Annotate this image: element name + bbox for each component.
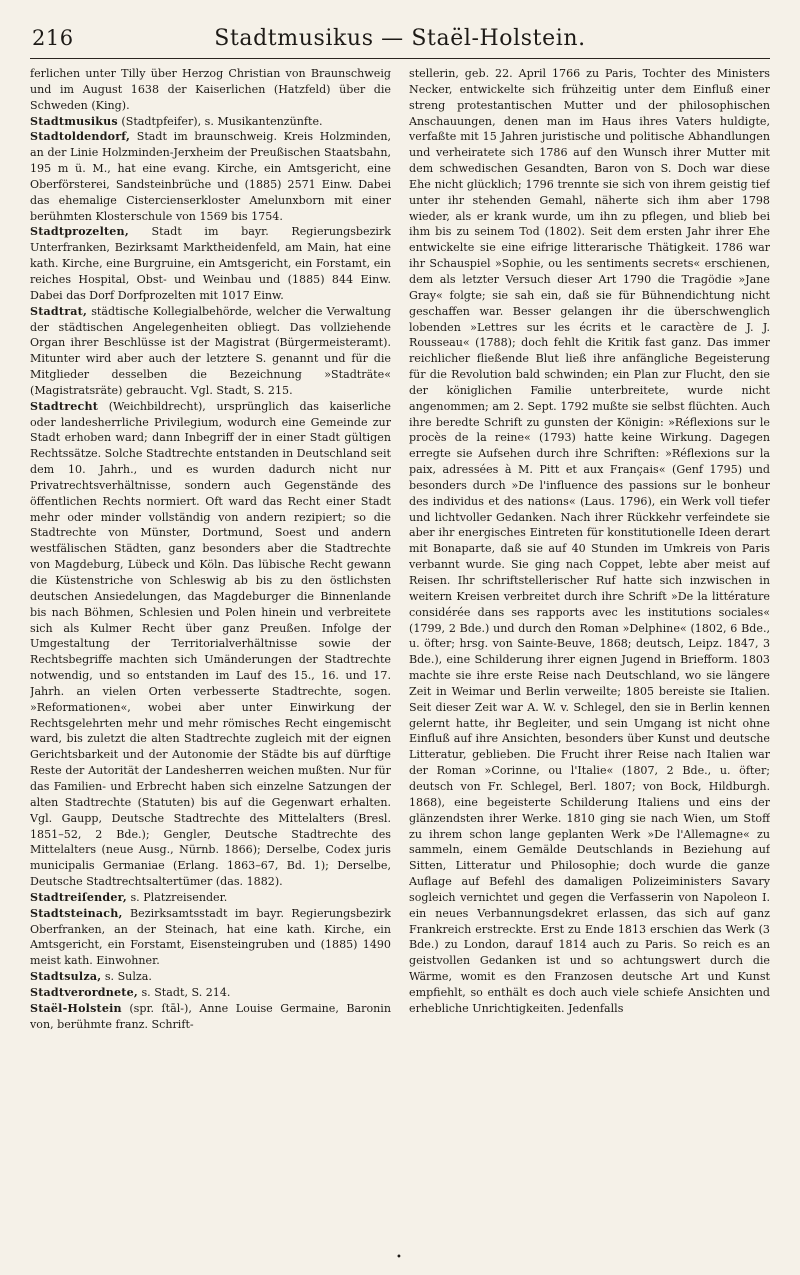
entry-text: (Stadtpfeifer), s. Musikantenzünfte. [117, 114, 323, 128]
entry-headword: Stadtsteinach, [30, 906, 123, 920]
page-dot: • [396, 1252, 402, 1263]
dictionary-entry [30, 304, 391, 399]
entry-text: stellerin, geb. 22. April 1766 zu Paris, Tochter des Ministers Necker, entwickelte sich frühzeitig unter dem Einfluß einer streng protestantischen Mutter und der philosophischen Anschauungen, denen man im Haus ihres Vaters huldigte, verfaßte mit 15 Jahren juristische und politische Abhandlungen und verheiratete sich 1786 auf den Wunsch ihrer Mutter mit dem schwedischen Gesandten, Baron von S. Doch war diese Ehe nicht glücklich; 1796 trennte sie sich von ihrem geistig tief unter ihr stehenden Gemahl, näherte sich ihm aber 1798 wieder, als er krank wurde, um ihn zu pflegen, und blieb bei ihm bis zu seinem Tod (1802). Seit dem ersten Jahr ihrer Ehe entwickelte sie eine eifrige litterarische Thätigkeit. 1786 war ihr Schauspiel »Sophie, ou les sentiments secrets« erschienen, dem als letzter Versuch dieser Art 1790 die Tragödie »Jane Gray« folgte; sie sah ein, daß sie für Bühnendichtung nicht geschaffen war. Besser gelangen ihr die überschwenglich lobenden »Lettres sur les écrits et le caractère de J. J. Rousseau« (1788); doch fehlt die Kritik fast ganz. Das immer reichlicher fließende Blut ließ ihre anfängliche Begeisterung für die Revolution bald schwinden; ein Plan zur Flucht, den sie der königlichen Familie unterbreitete, wurde nicht angenommen; am 2. Sept. 1792 mußte sie selbst flüchten. Auch ihre beredte Schrift zu gunsten der Königin: »Réflexions sur le procès de la reine« (1793) hatte keine Wirkung. Dagegen erregte sie Aufsehen durch ihre Schriften: »Réflexions sur la paix, adressées à M. Pitt et aux Français« (Genf 1795) und besonders durch »De l'influence des passions sur le bonheur des individus et des nations« (Laus. 1796), ein Werk voll tiefer und lichtvoller Gedanken. Nach ihrer Rückkehr verfeindete sie aber ihr energisches Eintreten für konstitutionelle Ideen derart mit Bonaparte, daß sie auf 40 Stunden im Umkreis von Paris verbannt wurde. Sie ging nach Coppet, lebte aber meist auf Reisen. Ihr schriftstellerischer Ruf hatte sich inzwischen in weitern Kreisen verbreitet durch ihre Schrift »De la littérature considérée dans ses rapports avec les institutions sociales« (1799, 2 Bde.) und durch den Roman »Delphine« (1802, 6 Bde., u. öfter; hrsg. von Sainte-Beuve, 1868; deutsch, Leipz. 1847, 3 Bde.), eine Schilderung ihrer eignen Jugend in Briefform. 1803 machte sie ihre erste Reise nach Deutschland, wo sie längere Zeit in Weimar und Berlin verweilte; 1805 bereiste sie Italien. Seit dieser Zeit war A. W. v. Schlegel, den sie in Berlin kennen gelernt hatte, ihr Begleiter, und sein Umgang ist nicht ohne Einfluß auf ihre Ansichten, besonders über Kunst und deutsche Litteratur, geblieben. Die Frucht ihrer Reise nach Italien war der Roman »Corinne, ou l'Italie« (1807, 2 Bde., u. öfter; deutsch von Fr. Schlegel, Berl. 1807; von Bock, Hildburgh. 1868), eine begeisterte Schilderung Italiens und eins der glänzendsten ihrer Werke. 1810 ging sie nach Wien, um Stoff zu ihrem schon lange geplanten Werk »De l'Allemagne« zu sammeln, einem Gemälde Deutschlands in Beziehung auf Sitten, Litteratur und Philosophie; doch wurde die ganze Auflage auf Befehl des damaligen Polizeiministers Savary sogleich vernichtet und gegen die Verfasserin von Napoleon I. ein neues Verbannungsdekret erlassen, das sich auf ganz Frankreich erstreckte. Erst zu Ende 1813 erschien das Werk (3 Bde.) zu London, darauf 1814 auch zu Paris. So reich es an geistvollen Gedanken ist und so achtungswert durch die Wärme, womit es den Franzosen deutsche Art und Kunst empfiehlt, so enthält es doch auch viele schiefe Ansichten und erhebliche Unrichtigkeiten. Jedenfalls [409, 67, 770, 1015]
entry-text: (spr. ſtāl-), Anne Louise Germaine, Baronin von, berühmte franz. Schrift- [30, 1001, 391, 1031]
entry-text: ferlichen unter Tilly über Herzog Christian von Braunschweig und im August 1638 der Kaiserlichen (Hatzfeld) über die Schweden (King). [30, 67, 391, 112]
dictionary-entry [30, 906, 391, 969]
entry-text: Stadt im braunschweig. Kreis Holzminden, an der Linie Holzminden-Jerxheim der Preußischen Staatsbahn, 195 m ü. M., hat eine evang. Kirche, ein Amtsgericht, eine Oberförsterei, Sandsteinbrüche und (1885) 2571 Einw. Dabei das ehemalige Cistercienserkloster Amelunxborn mit einer berühmten Klosterschule von 1569 bis 1754. [30, 130, 391, 223]
entry-text: städtische Kollegialbehörde, welcher die Verwaltung der städtischen Angelegenheiten obliegt. Das vollziehende Organ ihrer Beschlüsse ist der Magistrat (Bürgermeisteramt). Mitunter wird aber auch der letztere S. genannt und für die Mitglieder desselben die Bezeichnung »Stadträte« (Magistratsräte) gebraucht. Vgl. Stadt, S. 215. [30, 304, 391, 397]
dictionary-entry [30, 890, 391, 906]
entry-text: Stadt im bayr. Regierungsbezirk Unterfranken, Bezirksamt Marktheidenfeld, am Main, hat eine kath. Kirche, eine Burgruine, ein Amtsgericht, ein Forstamt, ein reiches Hospital, Obst- und Weinbau und (1885) 844 Einw. Dabei das Dorf Dorfprozelten mit 1017 Einw. [30, 225, 391, 302]
text-columns [30, 66, 770, 1263]
entry-text: s. Sulza. [101, 970, 152, 984]
entry-headword: Stadtrecht [30, 399, 99, 413]
dictionary-entry [30, 985, 391, 1001]
entry-headword: Staël-Holstein [30, 1001, 122, 1015]
page-header [30, 22, 770, 59]
dictionary-entry [30, 399, 391, 890]
left-column [30, 66, 391, 1263]
dictionary-entry [30, 129, 391, 224]
dictionary-entry [409, 66, 770, 1017]
page-number: 216 [32, 26, 74, 50]
entry-text: Bezirksamtsstadt im bayr. Regierungsbezirk Oberfranken, an der Steinach, hat eine kath. Kirche, ein Amtsgericht, ein Forstamt, Eisensteingruben und (1885) 1490 meist kath. Einwohner. [30, 906, 391, 968]
dictionary-entry [30, 1001, 391, 1033]
dictionary-entry [30, 66, 391, 114]
entry-text: s. Platzreisender. [126, 890, 228, 904]
entry-text: s. Stadt, S. 214. [137, 985, 231, 999]
entry-headword: Stadtrat, [30, 304, 88, 318]
entry-headword: Stadtmusikus [30, 114, 118, 128]
dictionary-entry [30, 114, 391, 130]
dictionary-entry [30, 224, 391, 303]
entry-headword: Stadtprozelten, [30, 225, 129, 239]
dictionary-entry [30, 969, 391, 985]
running-head: Stadtmusikus — Staël-Holstein. [214, 26, 586, 51]
right-column [409, 66, 770, 1263]
entry-headword: Stadtoldendorf, [30, 130, 131, 144]
entry-headword: Stadtreiſender, [30, 890, 127, 904]
entry-headword: Stadtsulza, [30, 970, 102, 984]
entry-headword: Stadtverordnete, [30, 985, 138, 999]
entry-text: (Weichbildrecht), ursprünglich das kaiserliche oder landesherrliche Privilegium, wodurch eine Gemeinde zur Stadt erhoben ward; dann Inbegriff der in einer Stadt gültigen Rechtssätze. Solche Stadtrechte entstanden in Deutschland seit dem 10. Jahrh., und es wurden dadurch nicht nur Privatrechtsverhältnisse, sondern auch Gegenstände des öffentlichen Rechts normiert. Oft ward das Recht einer Stadt mehr oder minder vollständig von andern rezipiert; so die Stadtrechte von Münster, Dortmund, Soest und andern westfälischen Städten, ganz besonders aber die Stadtrechte von Magdeburg, Lübeck und Köln. Das lübische Recht gewann die Küstenstriche von Schleswig ab bis zu den östlichsten deutschen Ansiedelungen, das Magdeburger die Binnenlande bis nach Böhmen, Schlesien und Polen hinein und verbreitete sich als Kulmer Recht über ganz Preußen. Infolge der Umgestaltung der Territorialverhältnisse sowie der Rechtsbegriffe machten sich Umänderungen der Stadtrechte notwendig, und so entstanden im Lauf des 15., 16. und 17. Jahrh. an vielen Orten verbesserte Stadtrechte, sogen. »Reformationen«, wobei aber unter Einwirkung der Rechtsgelehrten mehr und mehr römisches Recht eingemischt ward, bis zuletzt die alten Stadtrechte zugleich mit der eignen Gerichtsbarkeit und der Autonomie der Städte bis auf dürftige Reste der Autorität der Landesherren weichen mußten. Nur für das Familien- und Erbrecht haben sich einzelne Satzungen der alten Stadtrechte (Statuten) bis auf die Gegenwart erhalten. Vgl. Gaupp, Deutsche Stadtrechte des Mittelalters (Bresl. 1851–52, 2 Bde.); Gengler, Deutsche Stadtrechte des Mittelalters (neue Ausg., Nürnb. 1866); Derselbe, Codex juris municipalis Germaniae (Erlang. 1863–67, Bd. 1); Derselbe, Deutsche Stadtrechtsaltertümer (das. 1882). [30, 399, 391, 889]
